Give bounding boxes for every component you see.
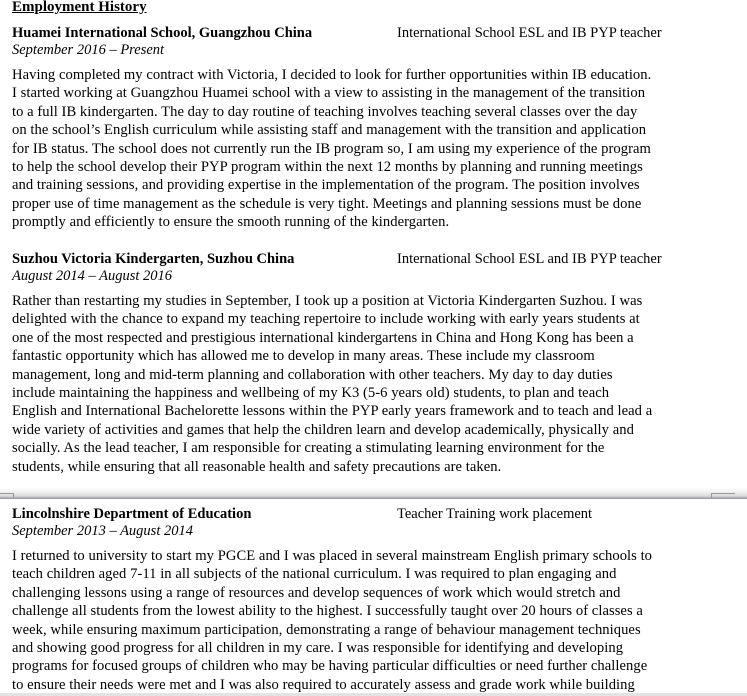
text-line: on the school’s English curriculum while assisting staff and management with the transition and application [12,122,647,139]
job-description [12,292,742,476]
document-page-2 [0,499,747,694]
job-description [12,66,742,232]
job-employer: Huamei International School, Guangzhou China [12,25,313,41]
text-line: to ensure their needs were met and I was also required to accurately assess and grade work while building [12,676,635,693]
text-line: one of the most respected and prestigious international kindergartens in China and Hong Kong has been a [12,329,634,346]
text-line: programs for focused groups of children who may be having particular difficulties or need further challenge [12,658,648,675]
text-line: to help the school develop their PYP program within the next 12 months by planning and running meetings [12,159,643,176]
job-role: Teacher Training work placement [397,506,593,522]
text-line: delighted with the chance to expand my teaching repertoire to include working with early years students at [12,311,640,328]
job-dates: September 2016 – Present [12,42,165,58]
job-dates: September 2013 – August 2014 [12,523,193,539]
text-line: and showing good progress for all children in my care. I was responsible for identifying and developing [12,640,624,657]
text-line: I started working at Guangzhou Huamei school with a view to assisting in the management of the transition [12,85,646,102]
text-line: to a full IB kindergarten. The day to day routine of teaching involves teaching several classes over the day [12,103,638,120]
text-line: for IB status. The school does not currently run the IB program so, I am using my experience of the program [12,140,651,157]
text-line: challenging lessons using a range of resources and develop sequences of work which would stretch and [12,584,621,601]
job-description [12,547,742,694]
text-line: socially. As the lead teacher, I am responsible for creating a stimulating learning environment for the [12,440,605,457]
text-line: week, while ensuring maximum participation, demonstrating a range of behaviour management techniques [12,621,641,638]
text-line: teach children aged 7-11 in all subjects of the national curriculum. I was required to plan engaging and [12,566,617,583]
text-line: English and International Bachelorette lessons within the PYP early years framework and to teach and lead a [12,403,653,420]
text-line: and training sessions, and providing expertise in the implementation of the program. The position involves [12,177,640,194]
text-line: management, long and mid-term planning and collaboration with other teachers. My day to day duties [12,366,613,383]
text-line: include maintaining the happiness and wellbeing of my K3 (5-6 years old) students, to plan and teach [12,385,610,402]
text-line: students, while ensuring that all reasonable health and safety precautions are taken. [12,458,502,475]
text-line: fantastic opportunity which has allowed me to develop in many areas. These include my classroom [12,348,595,365]
text-line: Rather than restarting my studies in September, I took up a position at Victoria Kindergarten Suzhou. I was [12,293,643,309]
job-role: International School ESL and IB PYP teacher [397,251,662,267]
text-line: promptly and efficiently to ensure the smooth running of the kindergarten. [12,214,450,231]
text-line: I returned to university to start my PGCE and I was placed in several mainstream English primary schools to [12,548,653,564]
job-employer: Lincolnshire Department of Education [12,506,252,522]
job-dates: August 2014 – August 2016 [12,268,173,284]
job-role: International School ESL and IB PYP teacher [397,25,662,41]
text-line: challenge all students from the lowest ability to the highest. I successfully taught over 20 hours of classes a [12,603,643,620]
text-line: Having completed my contract with Victoria, I decided to look for further opportunities within IB education. [12,67,652,83]
text-line: wide variety of activities and games that help the children learn and develop academically, physically and [12,421,634,438]
job-employer: Suzhou Victoria Kindergarten, Suzhou China [12,251,295,267]
page-break [0,487,747,499]
text-line: proper use of time management as the schedule is very tight. Meetings and planning sessions must be done [12,195,642,212]
section-heading: Employment History [12,0,147,15]
